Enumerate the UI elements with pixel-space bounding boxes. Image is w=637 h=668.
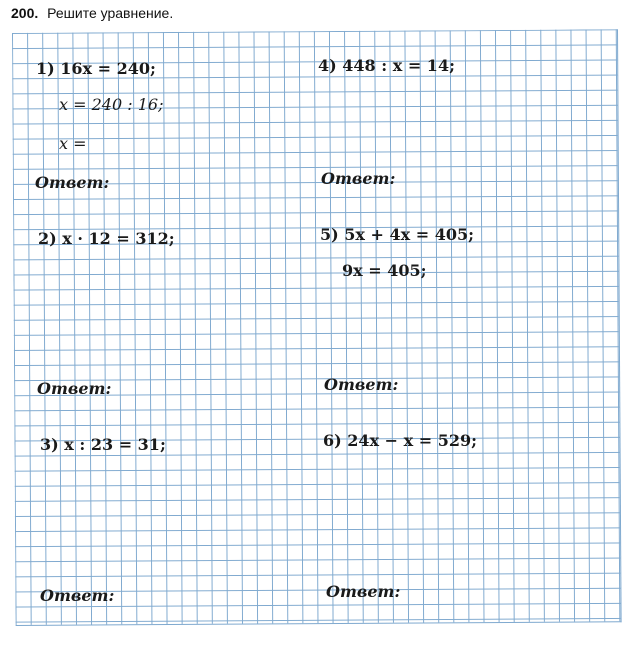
answer-field-1[interactable] — [100, 174, 280, 192]
answer-field-5[interactable] — [392, 376, 572, 394]
task-instruction: Решите уравнение. — [47, 5, 174, 21]
answer-field-6[interactable] — [394, 583, 574, 601]
answer-label-5: Ответ: — [324, 375, 399, 394]
solution-step-1-2[interactable]: x = — [59, 134, 87, 153]
task-number: 200. — [11, 5, 39, 21]
equation-1: 1) 16x = 240; — [36, 59, 156, 78]
answer-label-6: Ответ: — [326, 582, 401, 601]
answer-field-2[interactable] — [105, 380, 285, 398]
equation-6: 6) 24x − x = 529; — [323, 431, 478, 450]
equation-2: 2) x · 12 = 312; — [38, 229, 175, 248]
task-header — [11, 5, 173, 21]
grid-paper — [12, 29, 622, 626]
answer-field-3[interactable] — [108, 587, 288, 605]
answer-label-3: Ответ: — [40, 586, 115, 605]
equation-4: 4) 448 : x = 14; — [318, 56, 455, 75]
solution-step-5-1: 9x = 405; — [342, 261, 427, 280]
equation-3: 3) x : 23 = 31; — [40, 435, 166, 454]
equation-5: 5) 5x + 4x = 405; — [320, 225, 475, 244]
answer-field-4[interactable] — [388, 170, 568, 188]
answer-label-4: Ответ: — [321, 169, 396, 188]
answer-label-2: Ответ: — [37, 379, 112, 398]
answer-label-1: Ответ: — [35, 173, 110, 192]
solution-step-1-1: x = 240 : 16; — [59, 95, 164, 114]
